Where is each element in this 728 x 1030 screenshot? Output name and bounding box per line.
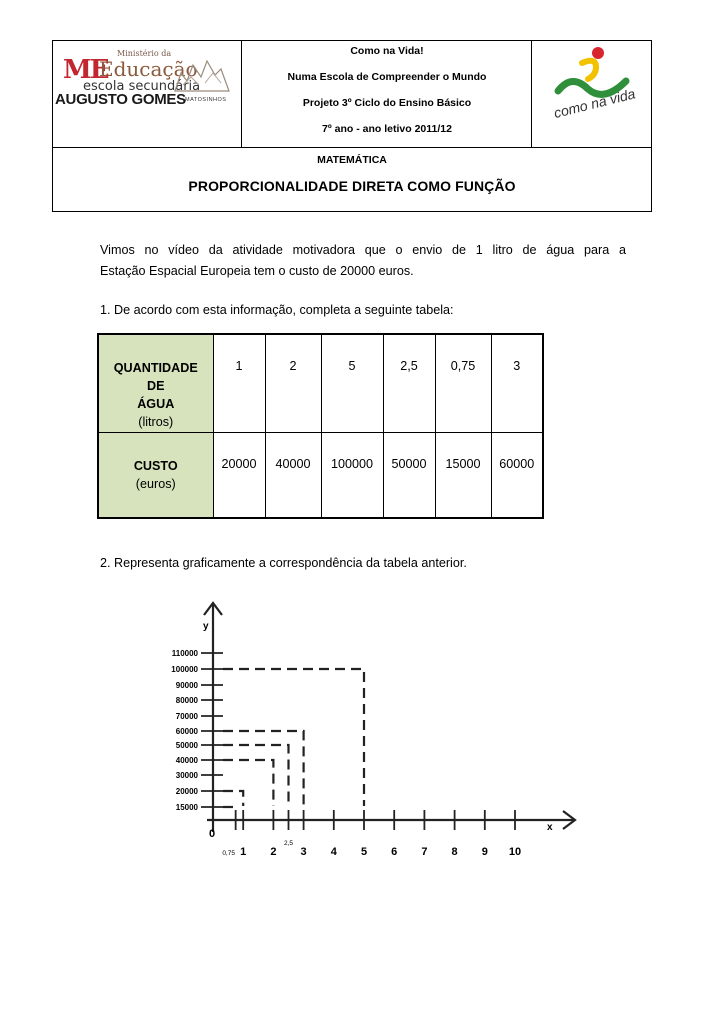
guide-line	[223, 791, 243, 806]
quantity-label-1: QUANTIDADE	[113, 361, 198, 375]
x-tick-label: 1	[240, 846, 247, 858]
x-tick-label: 7	[421, 846, 428, 858]
proportion-graph	[150, 595, 590, 885]
guide-line	[223, 745, 289, 806]
y-tick-label: 110000	[171, 649, 198, 658]
education-label: Educação	[99, 57, 198, 81]
header-subject-row	[53, 148, 651, 211]
x-tick-label: 6	[391, 846, 398, 858]
school-building-icon	[171, 55, 233, 95]
question-2: 2. Representa graficamente a correspondência da tabela anterior.	[100, 556, 467, 570]
y-tick-label: 20000	[175, 787, 198, 796]
guide-line	[223, 806, 236, 807]
y-tick-label: 30000	[175, 771, 198, 780]
subject-title: MATEMÁTICA	[317, 154, 387, 166]
cost-unit: (euros)	[135, 476, 176, 491]
quantity-label-3: ÁGUA	[137, 397, 175, 411]
document-header	[52, 40, 652, 212]
table-cell: 1	[213, 334, 265, 432]
header-info	[242, 41, 532, 147]
intro-line-2: Estação Espacial Europeia tem o custo de 20000 euros.	[100, 264, 414, 278]
quantity-label-cell	[98, 334, 213, 432]
x-tick-label: 3	[300, 846, 307, 858]
y-tick-label: 70000	[175, 712, 198, 721]
x-tick-special-label: 0,75	[222, 850, 235, 857]
table-row-cost	[98, 432, 543, 518]
header-top-row	[53, 41, 651, 148]
guide-line	[223, 760, 273, 806]
project-cycle: Projeto 3º Ciclo do Ensino Básico	[302, 97, 472, 109]
x-tick-label: 2	[270, 846, 277, 858]
x-tick-label: 8	[451, 846, 458, 858]
como-na-vida-logo	[531, 41, 652, 147]
x-tick-label: 5	[360, 846, 368, 858]
table-row-quantity	[98, 334, 543, 432]
cost-label: CUSTO	[133, 458, 178, 473]
table-cell: 0,75	[435, 334, 491, 432]
table-cell: 50000	[383, 432, 435, 518]
guide-line	[223, 669, 364, 806]
school-motto: Numa Escola de Compreender o Mundo	[287, 71, 487, 83]
x-tick-label: 10	[508, 846, 522, 858]
y-tick-label: 50000	[175, 741, 198, 750]
school-name: AUGUSTO GOMES	[55, 91, 186, 108]
table-cell: 2,5	[383, 334, 435, 432]
table-cell: 40000	[265, 432, 321, 518]
x-tick-label: 0	[208, 828, 216, 840]
school-place: MATOSINHOS	[185, 97, 227, 103]
x-tick-label: 4	[330, 846, 337, 858]
proportion-table	[97, 333, 544, 519]
table-cell: 2	[265, 334, 321, 432]
ministry-label: Ministério da	[117, 49, 172, 58]
school-type: escola secundária	[83, 79, 201, 94]
table-cell: 100000	[321, 432, 383, 518]
x-tick-special-label: 2,5	[283, 840, 294, 847]
y-tick-label: 100000	[171, 665, 198, 674]
x-tick-label: 9	[481, 846, 488, 858]
y-tick-label: 40000	[175, 756, 198, 765]
quantity-unit: (litros)	[138, 415, 174, 429]
school-logo	[53, 41, 242, 147]
quantity-label-2: DE	[147, 379, 165, 393]
como-na-vida-text: como na vida	[552, 85, 637, 121]
y-tick-label: 90000	[175, 681, 198, 690]
intro-line-1: Vimos no vídeo da atividade motivadora que o envio de 1 litro de água para a	[100, 243, 626, 257]
table-cell: 3	[491, 334, 543, 432]
topic-title: PROPORCIONALIDADE DIRETA COMO FUNÇÃO	[188, 178, 516, 194]
grade-year: 7º ano - ano letivo 2011/12	[322, 123, 452, 135]
table-cell: 60000	[491, 432, 543, 518]
y-tick-label: 80000	[175, 696, 198, 705]
table-cell: 20000	[213, 432, 265, 518]
project-name: Como na Vida!	[350, 45, 424, 57]
table-cell: 5	[321, 334, 383, 432]
y-tick-label: 15000	[175, 803, 198, 812]
y-tick-label: 60000	[175, 727, 198, 736]
cost-label-cell	[98, 432, 213, 518]
guide-line	[223, 731, 304, 806]
x-axis-label: x	[547, 822, 553, 833]
ministry-mark: ME	[63, 55, 108, 85]
table-cell: 15000	[435, 432, 491, 518]
y-axis-label: y	[203, 621, 209, 632]
question-1: 1. De acordo com esta informação, completa a seguinte tabela:	[100, 303, 454, 317]
